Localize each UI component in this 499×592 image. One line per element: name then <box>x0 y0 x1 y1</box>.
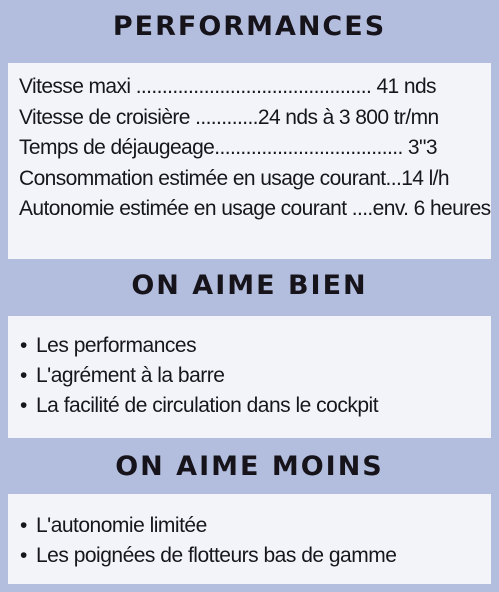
spec-row-cruise-speed: Vitesse de croisière ............24 nds à 3 800 tr/mn <box>19 105 439 129</box>
bullet-icon: • <box>20 514 27 537</box>
list-item <box>20 361 491 391</box>
spec-row-consumption: Consommation estimée en usage courant...14 l/h <box>19 166 449 190</box>
list-item <box>20 511 491 541</box>
performances-title: PERFORMANCES <box>112 11 387 42</box>
bullet-icon: • <box>20 394 27 417</box>
dislikes-panel <box>8 494 491 584</box>
list-item-label: La facilité de circulation dans le cockpit <box>36 394 379 417</box>
list-item <box>20 541 491 571</box>
list-item-label: L'agrément à la barre <box>36 364 225 387</box>
list-item-label: Les poignées de flotteurs bas de gamme <box>36 544 397 567</box>
likes-title: ON AIME BIEN <box>131 270 368 301</box>
dislikes-title: ON AIME MOINS <box>115 451 384 482</box>
performances-panel <box>8 63 491 259</box>
bullet-icon: • <box>20 544 27 567</box>
bullet-icon: • <box>20 334 27 357</box>
list-item-label: L'autonomie limitée <box>36 514 207 537</box>
list-item-label: Les performances <box>36 334 197 357</box>
likes-panel <box>8 316 491 438</box>
list-item <box>20 331 491 361</box>
spec-row-autonomy: Autonomie estimée en usage courant ....env. 6 heures <box>19 197 491 220</box>
list-item <box>20 391 491 421</box>
spec-row-planing-time: Temps de déjaugeage.................................... 3"3 <box>19 136 437 159</box>
spec-row-max-speed: Vitesse maxi ............................................. 41 nds <box>19 75 436 98</box>
bullet-icon: • <box>20 364 27 387</box>
